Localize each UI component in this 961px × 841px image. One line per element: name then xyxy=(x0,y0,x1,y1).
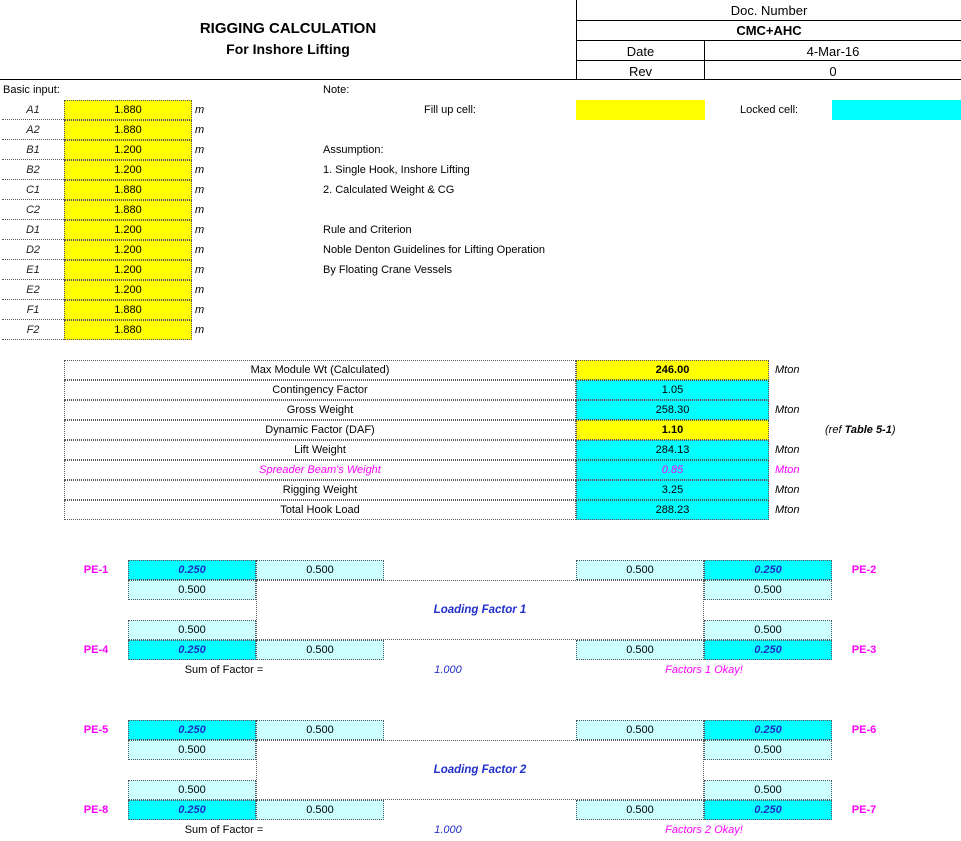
assumption-title: Assumption: xyxy=(323,144,384,156)
input-unit-cell: m xyxy=(195,304,205,316)
left-factor-2[interactable]: 0.500 xyxy=(128,620,256,640)
input-value-field[interactable]: 1.880 xyxy=(64,200,192,220)
doc-number-value: CMC+AHC xyxy=(736,23,802,38)
corner-bottom-right[interactable]: 0.250 xyxy=(704,800,832,820)
corner-bottom-right[interactable]: 0.250 xyxy=(704,640,832,660)
weight-unit-cell: Mton xyxy=(775,504,800,516)
weight-unit-cell xyxy=(775,380,825,400)
bottom-right-factor[interactable]: 0.500 xyxy=(576,640,704,660)
bottom-left-factor[interactable]: 0.500 xyxy=(256,640,384,660)
date-label: Date xyxy=(626,44,655,59)
input-value-field[interactable]: 1.200 xyxy=(64,220,192,240)
pe-label-bottom-left: PE-4 xyxy=(83,644,109,656)
input-unit-cell: m xyxy=(195,324,205,336)
daf-ref-suffix: ) xyxy=(891,424,896,436)
page-subtitle: For Inshore Lifting xyxy=(226,41,350,57)
date-value: 4-Mar-16 xyxy=(806,44,860,59)
input-unit-cell: m xyxy=(195,124,205,136)
input-name-cell: D2 xyxy=(2,240,64,260)
sum-factor-label: Sum of Factor = xyxy=(184,824,264,836)
weight-label-cell: Rigging Weight xyxy=(64,480,576,500)
corner-top-left[interactable]: 0.250 xyxy=(128,560,256,580)
factor-status: Factors 1 Okay! xyxy=(665,664,743,676)
left-factor-1[interactable]: 0.500 xyxy=(128,740,256,760)
note-label: Note: xyxy=(323,84,350,96)
loading-factor-title: Loading Factor 1 xyxy=(433,604,527,616)
input-value-field[interactable]: 1.200 xyxy=(64,160,192,180)
input-name-cell: E1 xyxy=(2,260,64,280)
weight-value-cell: 0.85 xyxy=(576,460,769,480)
input-unit-cell: m xyxy=(195,184,205,196)
weight-value-cell: 258.30 xyxy=(576,400,769,420)
weight-value-cell[interactable]: 246.00 xyxy=(576,360,769,380)
sum-factor-value: 1.000 xyxy=(434,824,462,836)
input-name-cell: E2 xyxy=(2,280,64,300)
weight-unit-cell: Mton xyxy=(775,444,800,456)
input-unit-cell: m xyxy=(195,204,205,216)
corner-top-right[interactable]: 0.250 xyxy=(704,720,832,740)
pe-label-bottom-right: PE-7 xyxy=(851,804,877,816)
input-value-field[interactable]: 1.880 xyxy=(64,120,192,140)
input-name-cell: D1 xyxy=(2,220,64,240)
corner-bottom-left[interactable]: 0.250 xyxy=(128,640,256,660)
rev-label: Rev xyxy=(628,64,653,79)
rev-value: 0 xyxy=(829,64,837,79)
weight-value-cell: 284.13 xyxy=(576,440,769,460)
top-left-factor[interactable]: 0.500 xyxy=(256,560,384,580)
input-name-cell: C1 xyxy=(2,180,64,200)
input-value-field[interactable]: 1.880 xyxy=(64,320,192,340)
daf-reference xyxy=(825,424,896,436)
weight-unit-cell: Mton xyxy=(775,404,800,416)
input-value-field[interactable]: 1.200 xyxy=(64,140,192,160)
header-line-1 xyxy=(577,20,961,21)
rule-1: Noble Denton Guidelines for Lifting Operation xyxy=(323,244,545,256)
sum-factor-label: Sum of Factor = xyxy=(184,664,264,676)
pe-label-bottom-right: PE-3 xyxy=(851,644,877,656)
basic-input-label: Basic input: xyxy=(3,84,60,96)
bottom-left-factor[interactable]: 0.500 xyxy=(256,800,384,820)
input-unit-cell: m xyxy=(195,284,205,296)
input-value-field[interactable]: 1.200 xyxy=(64,280,192,300)
weight-label-cell: Max Module Wt (Calculated) xyxy=(64,360,576,380)
locked-label: Locked cell: xyxy=(740,104,799,116)
weight-unit-cell: Mton xyxy=(775,364,800,376)
fill-up-swatch xyxy=(576,100,705,120)
pe-label-top-left: PE-5 xyxy=(83,724,109,736)
pe-label-top-right: PE-2 xyxy=(851,564,877,576)
input-value-field[interactable]: 1.200 xyxy=(64,260,192,280)
weight-value-cell: 1.05 xyxy=(576,380,769,400)
weight-value-cell[interactable]: 1.10 xyxy=(576,420,769,440)
input-name-cell: F2 xyxy=(2,320,64,340)
fill-up-label: Fill up cell: xyxy=(424,104,476,116)
input-value-field[interactable]: 1.880 xyxy=(64,300,192,320)
input-unit-cell: m xyxy=(195,244,205,256)
weight-label-cell: Dynamic Factor (DAF) xyxy=(64,420,576,440)
pe-label-bottom-left: PE-8 xyxy=(83,804,109,816)
assumption-2: 2. Calculated Weight & CG xyxy=(323,184,455,196)
doc-number-label: Doc. Number xyxy=(730,3,808,18)
top-left-factor[interactable]: 0.500 xyxy=(256,720,384,740)
header-line-2 xyxy=(577,40,961,41)
factor-status: Factors 2 Okay! xyxy=(665,824,743,836)
input-name-cell: C2 xyxy=(2,200,64,220)
page-title: RIGGING CALCULATION xyxy=(199,20,377,37)
input-value-field[interactable]: 1.880 xyxy=(64,180,192,200)
weight-label-cell: Gross Weight xyxy=(64,400,576,420)
pe-label-top-right: PE-6 xyxy=(851,724,877,736)
daf-ref-prefix: (ref xyxy=(825,424,842,436)
corner-top-right[interactable]: 0.250 xyxy=(704,560,832,580)
left-factor-2[interactable]: 0.500 xyxy=(128,780,256,800)
right-factor-2[interactable]: 0.500 xyxy=(704,780,832,800)
top-right-factor[interactable]: 0.500 xyxy=(576,560,704,580)
right-factor-1[interactable]: 0.500 xyxy=(704,740,832,760)
pe-label-top-left: PE-1 xyxy=(83,564,109,576)
input-name-cell: F1 xyxy=(2,300,64,320)
input-unit-cell: m xyxy=(195,104,205,116)
input-unit-cell: m xyxy=(195,144,205,156)
weight-unit-cell xyxy=(775,420,825,440)
weight-value-cell: 288.23 xyxy=(576,500,769,520)
input-name-cell: B1 xyxy=(2,140,64,160)
input-name-cell: A1 xyxy=(2,100,64,120)
input-name-cell: B2 xyxy=(2,160,64,180)
rule-2: By Floating Crane Vessels xyxy=(323,264,453,276)
weight-unit-cell: Mton xyxy=(775,464,800,476)
weight-unit-cell: Mton xyxy=(775,484,800,496)
right-factor-1[interactable]: 0.500 xyxy=(704,580,832,600)
weight-label-cell: Total Hook Load xyxy=(64,500,576,520)
daf-ref-table: Table 5-1 xyxy=(844,424,892,436)
header-line-3 xyxy=(577,60,961,61)
corner-top-left[interactable]: 0.250 xyxy=(128,720,256,740)
input-unit-cell: m xyxy=(195,164,205,176)
input-value-field[interactable]: 1.880 xyxy=(64,100,192,120)
input-unit-cell: m xyxy=(195,264,205,276)
input-unit-cell: m xyxy=(195,224,205,236)
weight-label-cell: Contingency Factor xyxy=(64,380,576,400)
weight-label-cell: Spreader Beam's Weight xyxy=(64,460,576,480)
left-factor-1[interactable]: 0.500 xyxy=(128,580,256,600)
weight-value-cell: 3.25 xyxy=(576,480,769,500)
top-right-factor[interactable]: 0.500 xyxy=(576,720,704,740)
sum-factor-value: 1.000 xyxy=(434,664,462,676)
weight-label-cell: Lift Weight xyxy=(64,440,576,460)
corner-bottom-left[interactable]: 0.250 xyxy=(128,800,256,820)
bottom-right-factor[interactable]: 0.500 xyxy=(576,800,704,820)
loading-factor-title: Loading Factor 2 xyxy=(433,764,527,776)
rule-title: Rule and Criterion xyxy=(323,224,412,236)
locked-swatch xyxy=(832,100,961,120)
header-separator xyxy=(0,79,961,80)
assumption-1: 1. Single Hook, Inshore Lifting xyxy=(323,164,470,176)
right-factor-2[interactable]: 0.500 xyxy=(704,620,832,640)
input-name-cell: A2 xyxy=(2,120,64,140)
input-value-field[interactable]: 1.200 xyxy=(64,240,192,260)
